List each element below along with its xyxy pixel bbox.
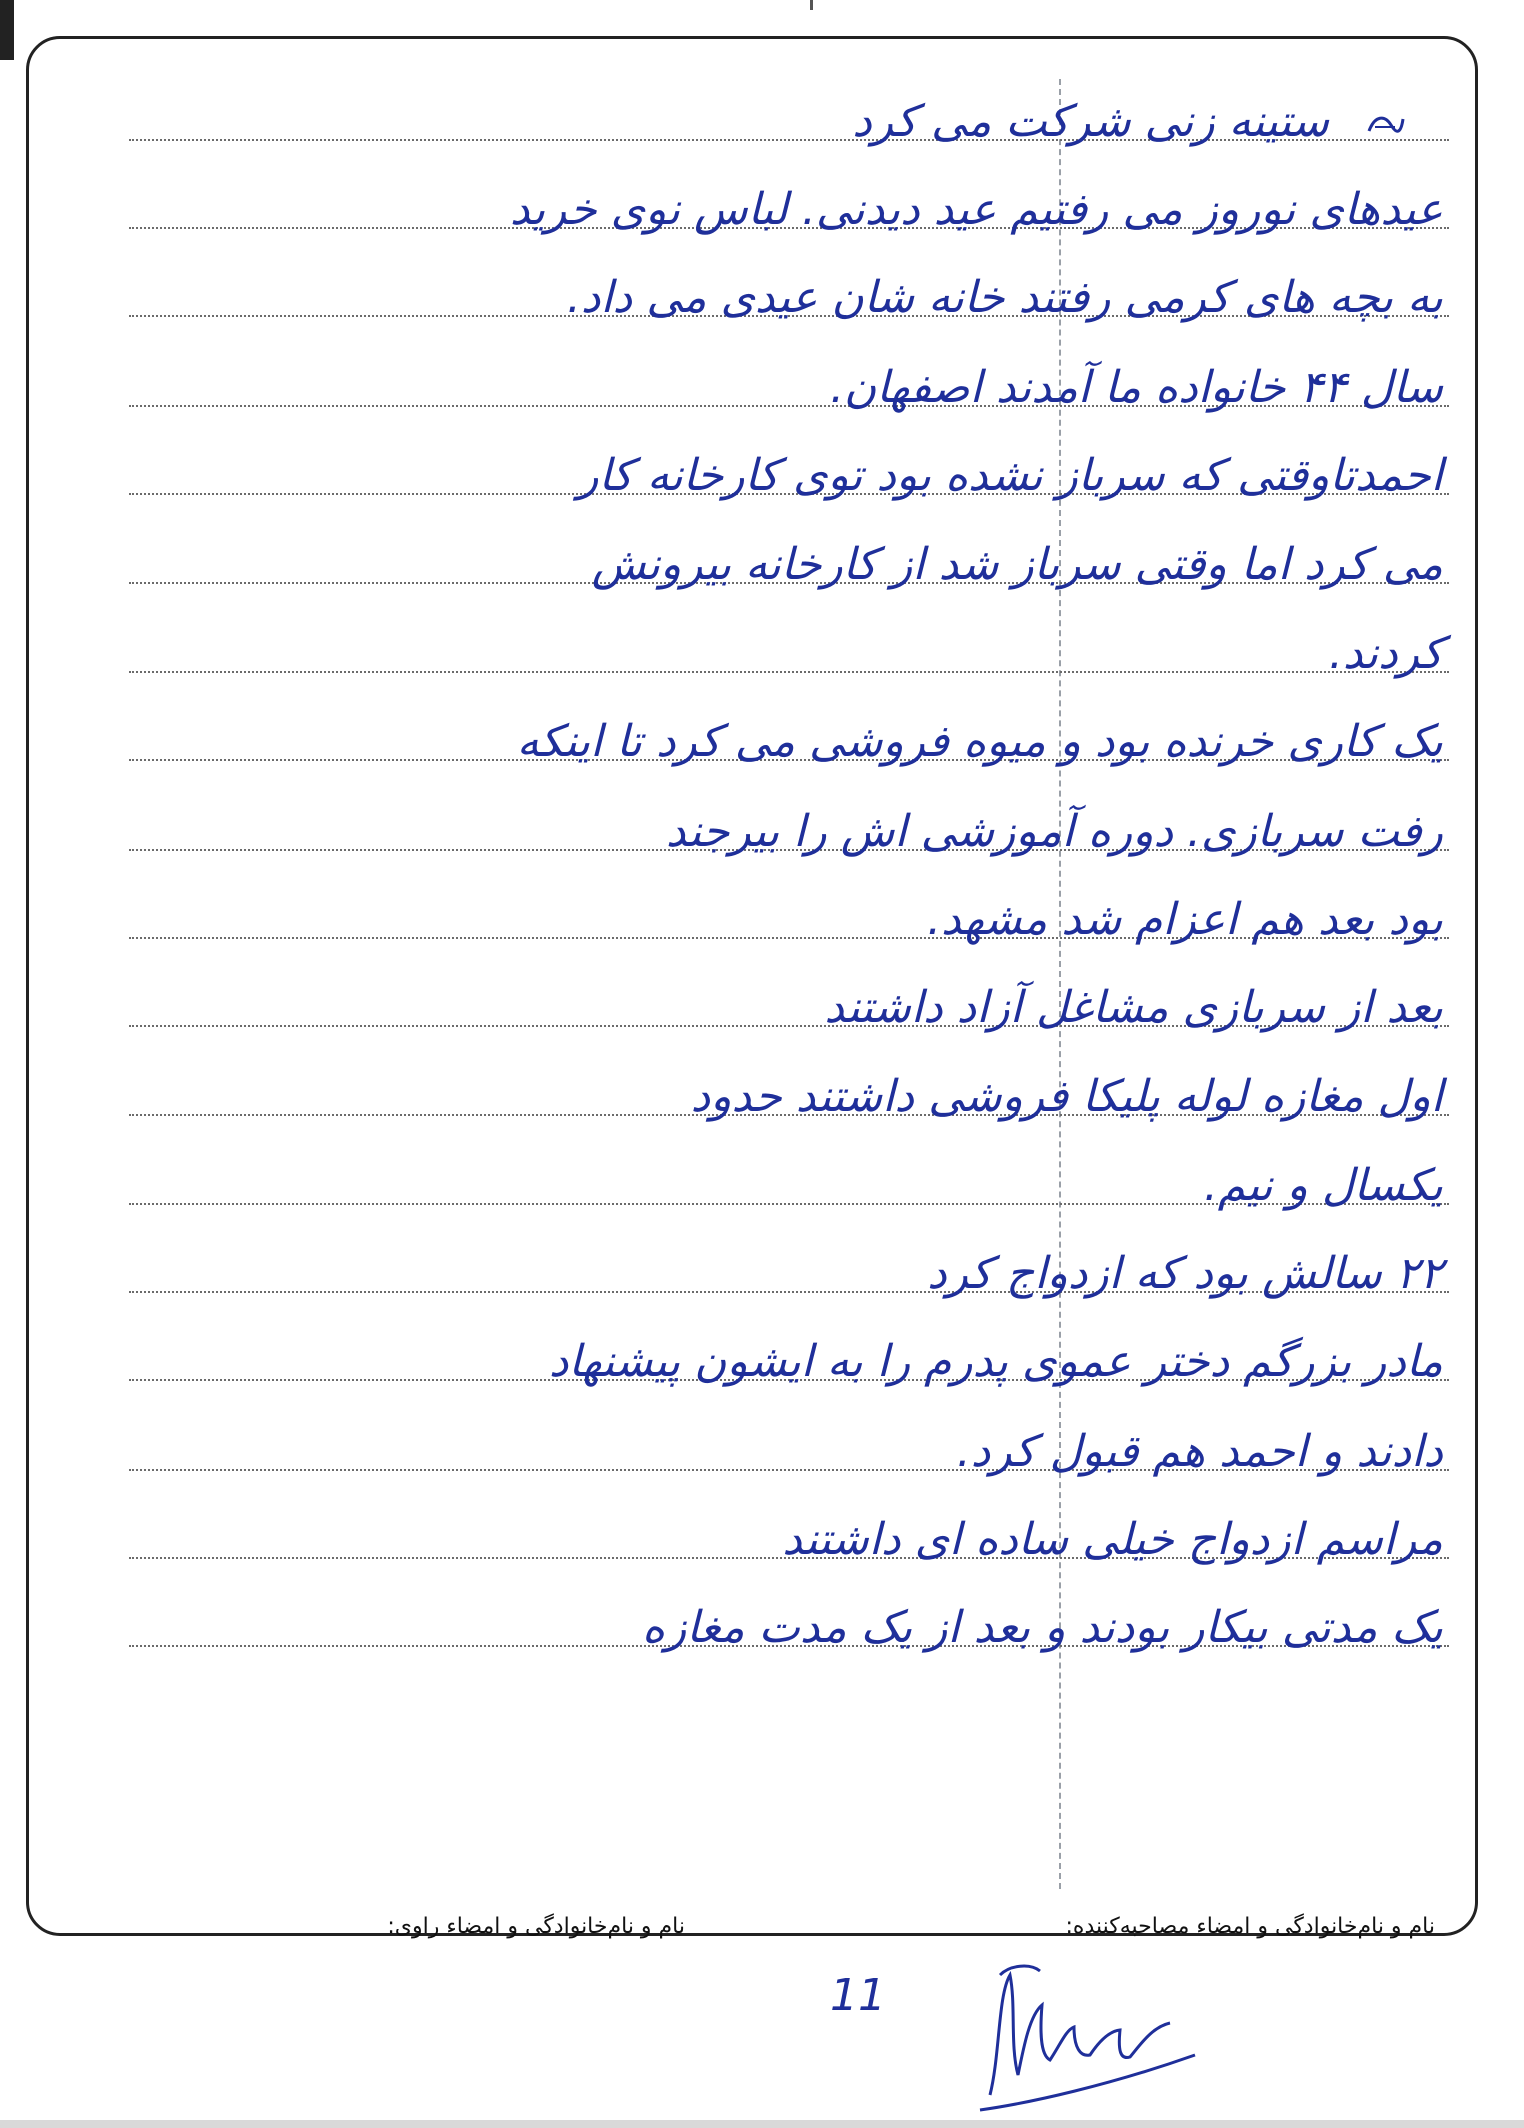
handwritten-line: عیدهای نوروز می رفتیم عید دیدنی. لباس نوی خرید [509,184,1443,235]
handwritten-line: ۲۲ سالش بود که ازدواج کرد [927,1248,1443,1299]
fold-mark [810,0,813,10]
ruled-line [129,716,1449,767]
signature-icon [970,1935,1200,2125]
handwritten-line: کردند. [1328,628,1443,679]
signature-footer [29,1904,1475,1954]
ruled-line [129,272,1449,323]
ruled-line [129,362,1449,413]
ruled-line [129,1160,1449,1211]
handwritten-line: مراسم ازدواج خیلی ساده ای داشتند [782,1514,1443,1565]
handwritten-line: دادند و احمد هم قبول کرد. [956,1426,1443,1477]
ruled-line [129,1426,1449,1477]
ruled-line [129,184,1449,235]
handwritten-line: می کرد اما وقتی سرباز شد از کارخانه بیرونش [591,539,1443,590]
interview-form [26,36,1478,1939]
ruled-line [129,1248,1449,1299]
ruled-line [129,96,1449,147]
ruled-line [129,806,1449,857]
handwritten-line: اول مغازه لوله پلیکا فروشی داشتند حدود [690,1071,1443,1122]
scan-edge [0,0,14,60]
ruled-line [129,894,1449,945]
handwritten-line: سال ۴۴ خانواده ما آمدند اصفهان. [830,362,1443,413]
handwritten-line: یک کاری خرنده بود و میوه فروشی می کرد تا اینکه [516,716,1443,767]
narrator-signature-label: نام و نام‌خانوادگی و امضاء راوی: [387,1914,685,1939]
handwritten-line: رفت سربازی. دوره آموزشی اش را بیرجند [665,806,1443,857]
handwritten-line: ستینه زنی شرکت می کرد [852,96,1329,147]
scan-bottom-edge [0,2120,1524,2128]
ruled-line [129,1071,1449,1122]
handwritten-line: به بچه های کرمی رفتند خانه شان عیدی می داد. [566,272,1443,323]
ruled-lines [129,79,1449,1879]
handwritten-line: احمدتاوقتی که سرباز نشده بود توی کارخانه کار [577,450,1443,501]
interviewer-signature-label: نام و نام‌خانوادگی و امضاء مصاحبه‌کننده: [1065,1914,1435,1939]
handwritten-line: یکسال و نیم. [1203,1160,1443,1211]
ruled-line [129,628,1449,679]
handwritten-line: بود بعد هم اعزام شد مشهد. [927,894,1443,945]
ruled-line [129,1514,1449,1565]
ruled-line [129,539,1449,590]
handwritten-line: بعد از سربازی مشاغل آزاد داشتند [824,982,1443,1033]
ruled-line [129,1602,1449,1653]
handwritten-line: یک مدتی بیکار بودند و بعد از یک مدت مغازه [642,1602,1443,1653]
ruled-line [129,982,1449,1033]
handwritten-line: مادر بزرگم دختر عموی پدرم را به ایشون پیشنهاد [548,1336,1443,1387]
ruled-line [129,1336,1449,1387]
page-number: 11 [830,1970,886,2021]
ruled-line [129,450,1449,501]
